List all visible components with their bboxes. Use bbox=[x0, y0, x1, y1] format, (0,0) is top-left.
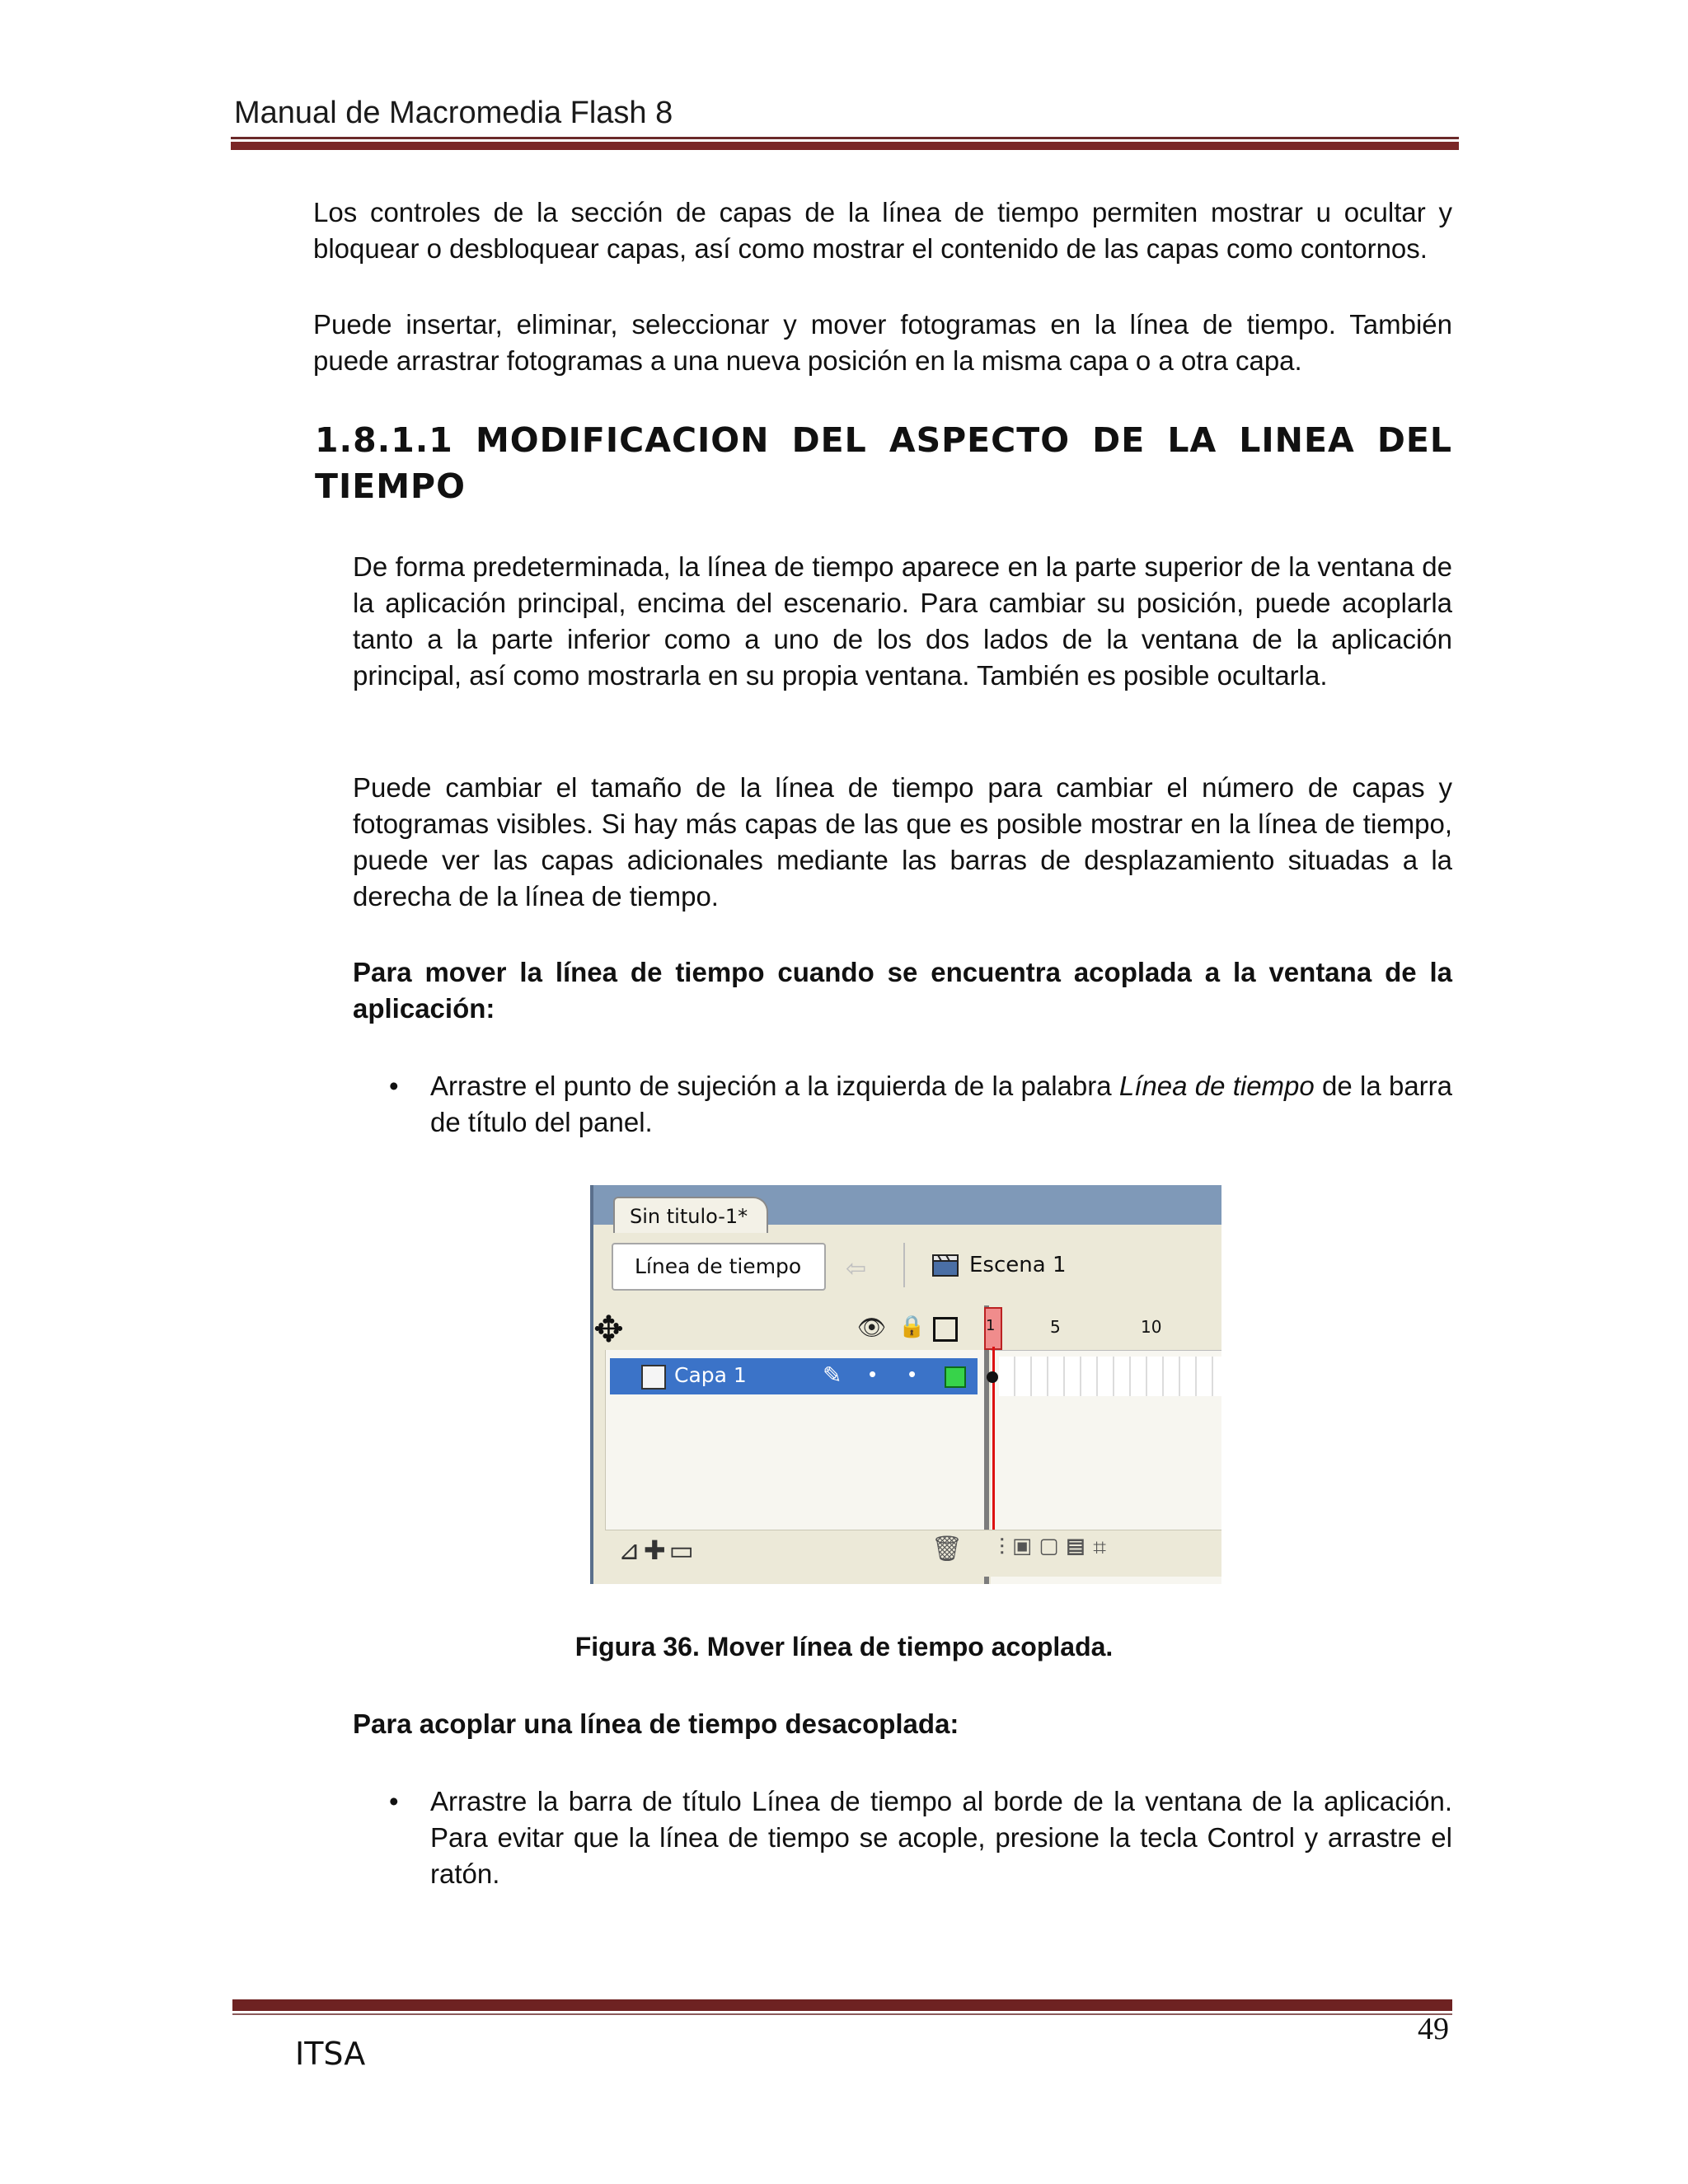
paragraph-default-position: De forma predeterminada, la línea de tiempo aparece en la parte superior de la ventana de la aplicación principal, encima del escenario. Para cambiar su posición, puede acoplarla tanto a la parte inferior como a uno de los dos lados de la ventana de la aplicación principal, así como mostrarla en su propia ventana. También es posible ocultarla. bbox=[353, 551, 1452, 691]
toolbar-separator bbox=[903, 1243, 905, 1287]
visibility-dot-icon: • bbox=[869, 1361, 877, 1386]
paragraph-layer-controls: Los controles de la sección de capas de la línea de tiempo permiten mostrar u ocultar y bloquear o desbloquear capas, así como mostrar el contenido de las capas como contornos. bbox=[313, 197, 1452, 264]
ruler-label-5: 5 bbox=[1050, 1317, 1061, 1337]
instruction-heading-move: Para mover la línea de tiempo cuando se encuentra acoplada a la ventana de la aplicación: bbox=[353, 957, 1452, 1024]
onion-skin-icons: ⫶▣▢▤⌗ bbox=[999, 1535, 1114, 1560]
trash-icon: 🗑 bbox=[931, 1535, 964, 1563]
header-rule-thin bbox=[231, 137, 1459, 139]
layer-icon bbox=[641, 1365, 666, 1390]
scene-label: Escena 1 bbox=[969, 1253, 1067, 1277]
bullet-text-end: de la barra de título del panel. bbox=[430, 1071, 1453, 1137]
pencil-icon: ✎ bbox=[823, 1362, 842, 1388]
header-rule bbox=[231, 142, 1459, 150]
bullet-item-dock bbox=[389, 1783, 1452, 1892]
layer-header-row bbox=[605, 1305, 984, 1350]
timeline-button-label: Línea de tiempo bbox=[635, 1254, 802, 1278]
figure-timeline-screenshot bbox=[590, 1185, 1221, 1584]
running-header-title: Manual de Macromedia Flash 8 bbox=[234, 96, 673, 130]
bullet-symbol: • bbox=[389, 1786, 399, 1816]
footer-rule bbox=[232, 1999, 1452, 2011]
layer-name: Capa 1 bbox=[674, 1363, 747, 1387]
timeline-button bbox=[612, 1243, 826, 1291]
add-layer-icons: ⊿✚▭ bbox=[618, 1535, 697, 1565]
eye-icon: 👁 bbox=[857, 1315, 887, 1340]
timeline-bottom-bar bbox=[605, 1530, 1221, 1577]
lock-dot-icon: • bbox=[908, 1361, 917, 1386]
ruler-label-10: 10 bbox=[1141, 1317, 1162, 1337]
frame-ruler bbox=[991, 1305, 1221, 1351]
document-tab bbox=[613, 1197, 768, 1236]
frame-cells bbox=[999, 1357, 1221, 1396]
bullet-text: Arrastre la barra de título Línea de tiempo al borde de la ventana de la aplicación. Para evitar que la línea de tiempo se acople, presione la tecla Control y arrastre el ratón. bbox=[430, 1786, 1452, 1889]
paragraph-frames: Puede insertar, eliminar, seleccionar y mover fotogramas en la línea de tiempo. También puede arrastrar fotogramas a una nueva posición en la misma capa o a otra capa. bbox=[313, 309, 1452, 376]
bullet-item-move bbox=[389, 1068, 1452, 1141]
bullet-text-start: Arrastre el punto de sujeción a la izquierda de la palabra bbox=[430, 1071, 1119, 1101]
bullet-text-emphasis: Línea de tiempo bbox=[1118, 1071, 1315, 1101]
outline-color-swatch bbox=[945, 1366, 966, 1388]
paragraph-resize: Puede cambiar el tamaño de la línea de tiempo para cambiar el número de capas y fotogramas visibles. Si hay más capas de las que es posible mostrar en la línea de tiempo, puede ver las capas adicionales mediante las barras de desplazamiento situadas a la derecha de la línea de tiempo. bbox=[353, 772, 1452, 912]
footer-rule-thin bbox=[232, 2013, 1452, 2015]
bullet-symbol: • bbox=[389, 1071, 399, 1101]
footer-organization: ITSA bbox=[295, 2036, 366, 2072]
figure-caption: Figura 36. Mover línea de tiempo acoplada. bbox=[574, 1632, 1114, 1661]
lock-icon: 🔒 bbox=[898, 1314, 926, 1338]
clapperboard-icon bbox=[931, 1253, 959, 1277]
outline-icon bbox=[933, 1317, 958, 1342]
section-heading: 1.8.1.1 MODIFICACION DEL ASPECTO DE LA LINEA DEL TIEMPO bbox=[315, 420, 1452, 506]
document-tab-label: Sin titulo-1* bbox=[630, 1205, 748, 1228]
instruction-heading-dock: Para acoplar una línea de tiempo desacoplada: bbox=[353, 1708, 959, 1739]
keyframe-icon bbox=[987, 1371, 998, 1383]
bullet-text bbox=[430, 1068, 1452, 1141]
page-number: 49 bbox=[1418, 2012, 1449, 2046]
ruler-label-1: 1 bbox=[986, 1317, 996, 1334]
back-arrow-icon: ⇦ bbox=[846, 1255, 867, 1282]
move-handle-icon: ✥ bbox=[593, 1310, 624, 1350]
